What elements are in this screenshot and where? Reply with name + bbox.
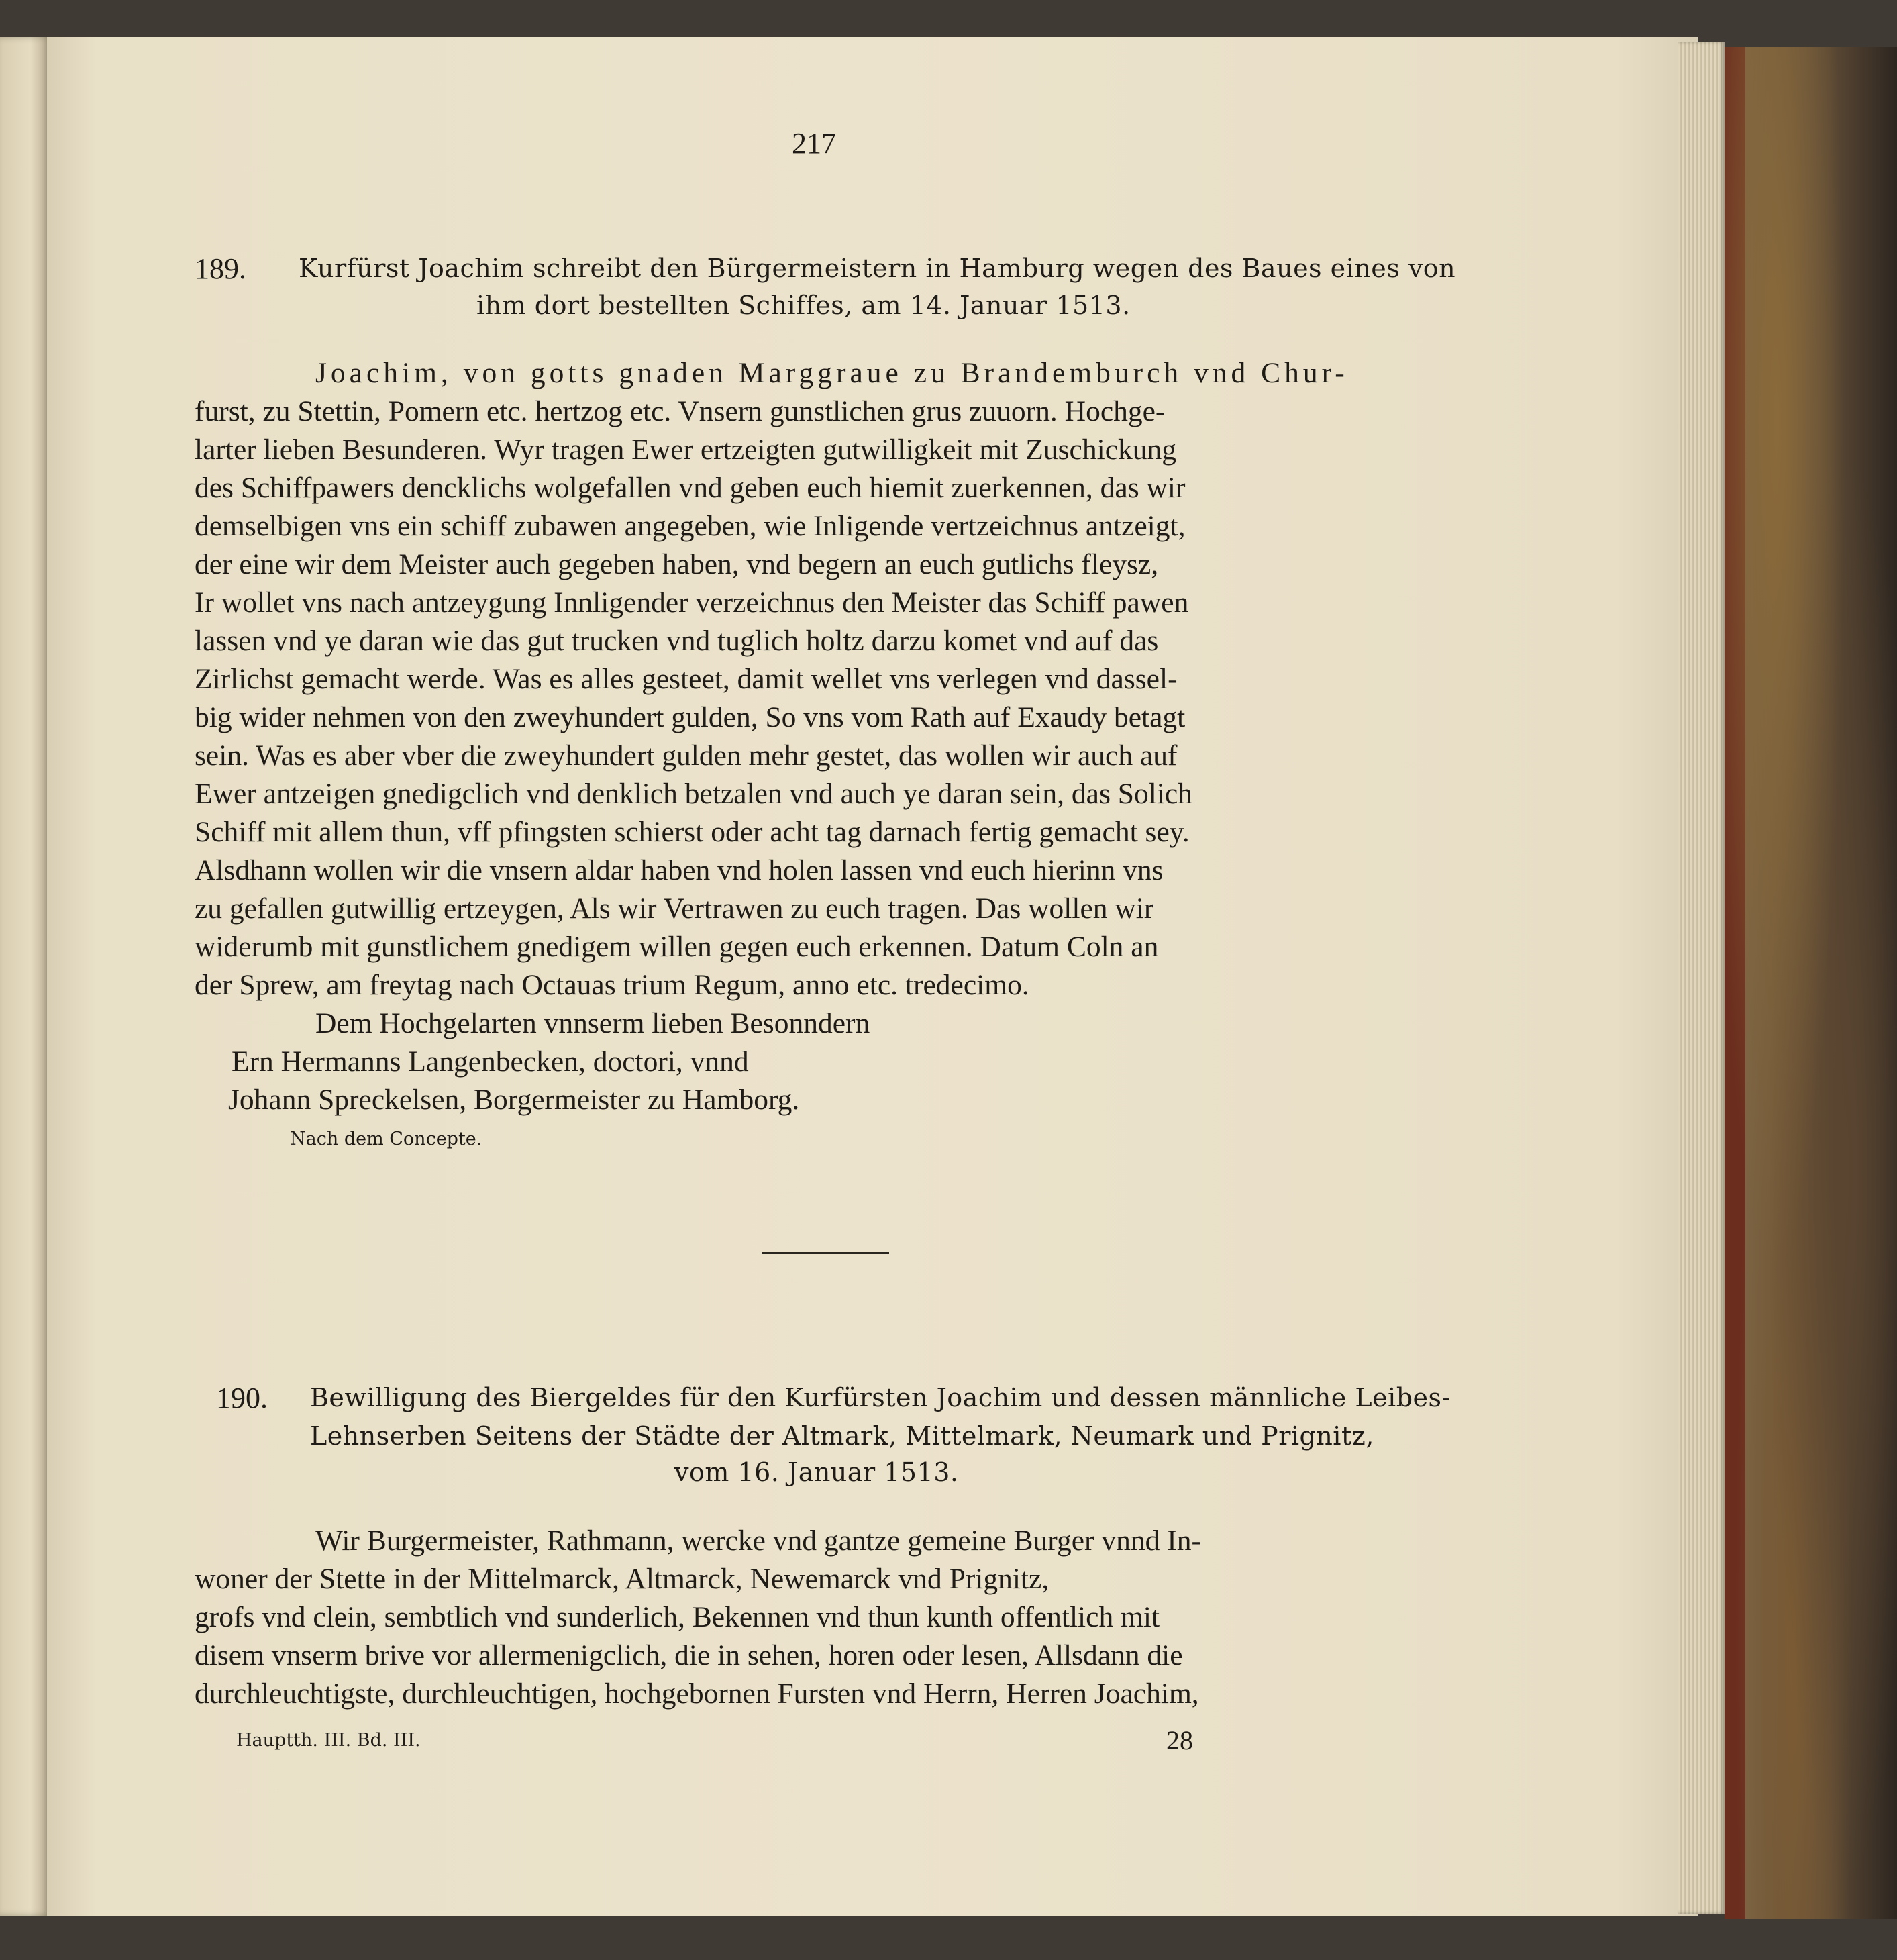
body-line: grofs vnd clein, sembtlich vnd sunderlich, Bekennen vnd thun kunth offentlich mit bbox=[195, 1601, 1160, 1633]
body-line: sein. Was es aber vber die zweyhundert gulden mehr gestet, das wollen wir auch auf bbox=[195, 739, 1178, 772]
document-heading-line-1: Bewilligung des Biergeldes für den Kurfürsten Joachim und dessen männliche Leibes- bbox=[310, 1383, 1451, 1412]
page-stack-edges bbox=[1678, 42, 1725, 1914]
body-line: Ir wollet vns nach antzeygung Innligender verzeichnus den Meister das Schiff pawen bbox=[195, 586, 1189, 619]
document-number-190: 190. bbox=[216, 1382, 268, 1414]
page-number: 217 bbox=[792, 127, 836, 160]
address-line-2: Ern Hermanns Langenbecken, doctori, vnnd bbox=[232, 1045, 749, 1078]
body-line: widerumb mit gunstlichem gnedigem willen gegen euch erkennen. Datum Coln an bbox=[195, 931, 1159, 963]
body-line-text: Joachim, von gotts gnaden Marggraue zu Brandemburch vnd Chur- bbox=[315, 357, 1349, 389]
body-line: lassen vnd ye daran wie das gut trucken vnd tuglich holtz darzu komet vnd auf das bbox=[195, 625, 1159, 657]
body-line: Zirlichst gemacht werde. Was es alles gesteet, damit wellet vns verlegen vnd dassel- bbox=[195, 663, 1178, 695]
body-line: Ewer antzeigen gnedigclich vnd denklich betzalen vnd auch ye daran sein, das Solich bbox=[195, 778, 1192, 810]
marbled-cover bbox=[1725, 47, 1897, 1919]
body-line: larter lieben Besunderen. Wyr tragen Ewer ertzeigten gutwilligkeit mit Zuschickung bbox=[195, 433, 1177, 466]
body-line bbox=[315, 354, 1349, 393]
body-line: zu gefallen gutwillig ertzeygen, Als wir Vertrawen zu euch tragen. Das wollen wir bbox=[195, 892, 1154, 925]
body-line: der eine wir dem Meister auch gegeben haben, vnd begern an euch gutlichs fleysz, bbox=[195, 548, 1159, 580]
body-line: der Sprew, am freytag nach Octauas trium Regum, anno etc. tredecimo. bbox=[195, 969, 1029, 1001]
left-page-edge bbox=[0, 37, 50, 1916]
volume-footer: Hauptth. III. Bd. III. bbox=[236, 1730, 421, 1751]
body-line: demselbigen vns ein schiff zubawen angegeben, wie Inligende vertzeichnus antzeigt, bbox=[195, 510, 1186, 542]
body-line: des Schiffpawers dencklichs wolgefallen vnd geben euch hiemit zuerkennen, das wir bbox=[195, 472, 1186, 504]
document-heading-line-2: ihm dort bestellten Schiffes, am 14. Januar 1513. bbox=[476, 291, 1131, 320]
address-line-1: Dem Hochgelarten vnnserm lieben Besonndern bbox=[315, 1007, 870, 1039]
document-heading-line-1: Kurfürst Joachim schreibt den Bürgermeistern in Hamburg wegen des Baues eines von bbox=[299, 254, 1456, 283]
body-line: big wider nehmen von den zweyhundert gulden, So vns vom Rath auf Exaudy betagt bbox=[195, 701, 1186, 733]
source-note: Nach dem Concepte. bbox=[290, 1129, 482, 1149]
document-heading-line-2: Lehnserben Seitens der Städte der Altmark, Mittelmark, Neumark und Prignitz, bbox=[310, 1421, 1374, 1451]
body-line: durchleuchtigste, durchleuchtigen, hochgebornen Fursten vnd Herrn, Herren Joachim, bbox=[195, 1678, 1199, 1710]
body-line: Wir Burgermeister, Rathmann, wercke vnd gantze gemeine Burger vnnd In- bbox=[315, 1525, 1202, 1557]
document-heading-line-3: vom 16. Januar 1513. bbox=[674, 1457, 959, 1487]
address-line-3: Johann Spreckelsen, Borgermeister zu Hamborg. bbox=[228, 1084, 800, 1116]
body-line: Schiff mit allem thun, vff pfingsten schierst oder acht tag darnach fertig gemacht sey. bbox=[195, 816, 1190, 848]
body-line: Alsdhann wollen wir die vnsern aldar haben vnd holen lassen vnd euch hierinn vns bbox=[195, 854, 1164, 886]
body-line: woner der Stette in der Mittelmarck, Altmarck, Newemarck vnd Prignitz, bbox=[195, 1563, 1049, 1595]
section-divider bbox=[762, 1252, 889, 1254]
body-line: disem vnserm brive vor allermenigclich, die in sehen, horen oder lesen, Allsdann die bbox=[195, 1639, 1183, 1671]
body-line: furst, zu Stettin, Pomern etc. hertzog etc. Vnsern gunstlichen grus zuuorn. Hochge- bbox=[195, 395, 1166, 427]
signature-mark: 28 bbox=[1166, 1725, 1193, 1755]
document-number-189: 189. bbox=[195, 252, 246, 285]
